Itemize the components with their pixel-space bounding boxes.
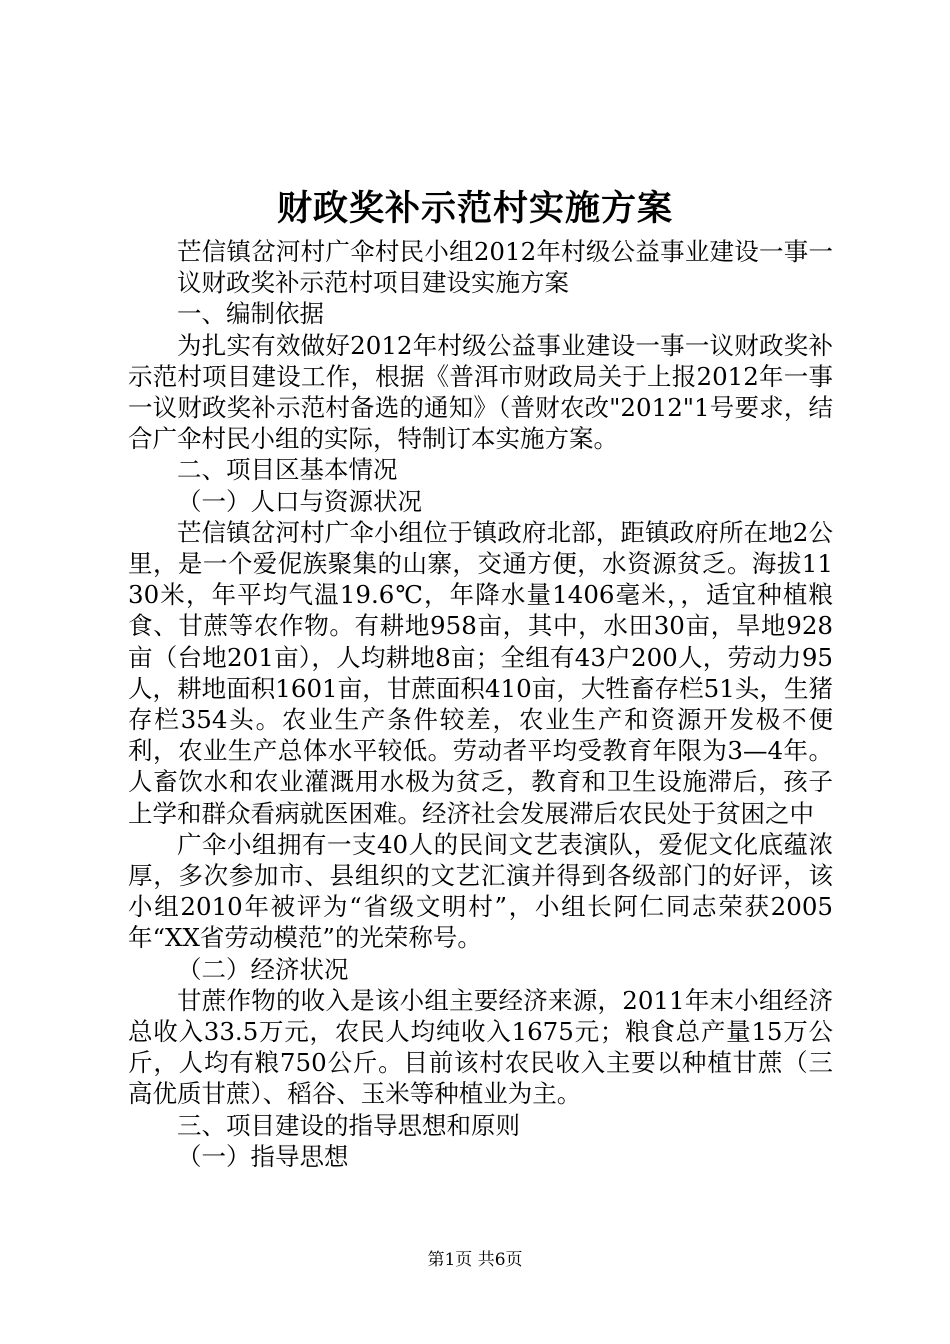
section-heading: 二、项目区基本情况 [177,455,398,485]
section-heading: 一、编制依据 [177,299,324,329]
body-paragraph: 芒信镇岔河村广伞小组位于镇政府北部，距镇政府所在地2公里，是一个爱伲族聚集的山寨，交通方便，水资源贫乏。海拔1130米，年平均气温19.6℃，年降水量1406毫米，，适宜种植粮食、甘蔗等农作物。有耕地958亩，其中，水田30亩，旱地928亩（台地201亩），人均耕地8亩；全组有43户200人，劳动力95人，耕地面积1601亩，甘蔗面积410亩，大牲畜存栏51头，生猪存栏354头。农业生产条件较差，农业生产和资源开发极不便利，农业生产总体水平较低。劳动者平均受教育年限为3—4年。人畜饮水和农业灌溉用水极为贫乏，教育和卫生设施滞后，孩子上学和群众看病就医困难。经济社会发展滞后农民处于贫困之中 [128,517,833,828]
document-body [128,236,833,1172]
document-title: 财政奖补示范村实施方案 [276,188,673,229]
section-heading: 三、项目建设的指导思想和原则 [177,1110,520,1140]
page-number: 第1页 共6页 [427,1250,523,1270]
subsection-heading: （一）指导思想 [177,1141,349,1171]
subsection-heading: （一）人口与资源状况 [177,486,422,516]
body-paragraph: 广伞小组拥有一支40人的民间文艺表演队，爱伲文化底蕴浓厚，多次参加市、县组织的文艺汇演并得到各级部门的好评，该小组2010年被评为“省级文明村”，小组长阿仁同志荣获2005年“XX省劳动模范”的光荣称号。 [128,829,833,953]
document-subtitle: 芒信镇岔河村广伞村民小组2012年村级公益事业建设一事一议财政奖补示范村项目建设实施方案 [177,237,833,298]
body-paragraph: 甘蔗作物的收入是该小组主要经济来源，2011年末小组经济总收入33.5万元，农民人均纯收入1675元；粮食总产量15万公斤，人均有粮750公斤。目前该村农民收入主要以种植甘蔗（三高优质甘蔗）、稻谷、玉米等种植业为主。 [128,985,833,1109]
subsection-heading: （二）经济状况 [177,954,349,984]
body-paragraph: 为扎实有效做好2012年村级公益事业建设一事一议财政奖补示范村项目建设工作，根据《普洱市财政局关于上报2012年一事一议财政奖补示范村备选的通知》（普财农改"2012"1号要求，结合广伞村民小组的实际，特制订本实施方案。 [128,330,833,454]
